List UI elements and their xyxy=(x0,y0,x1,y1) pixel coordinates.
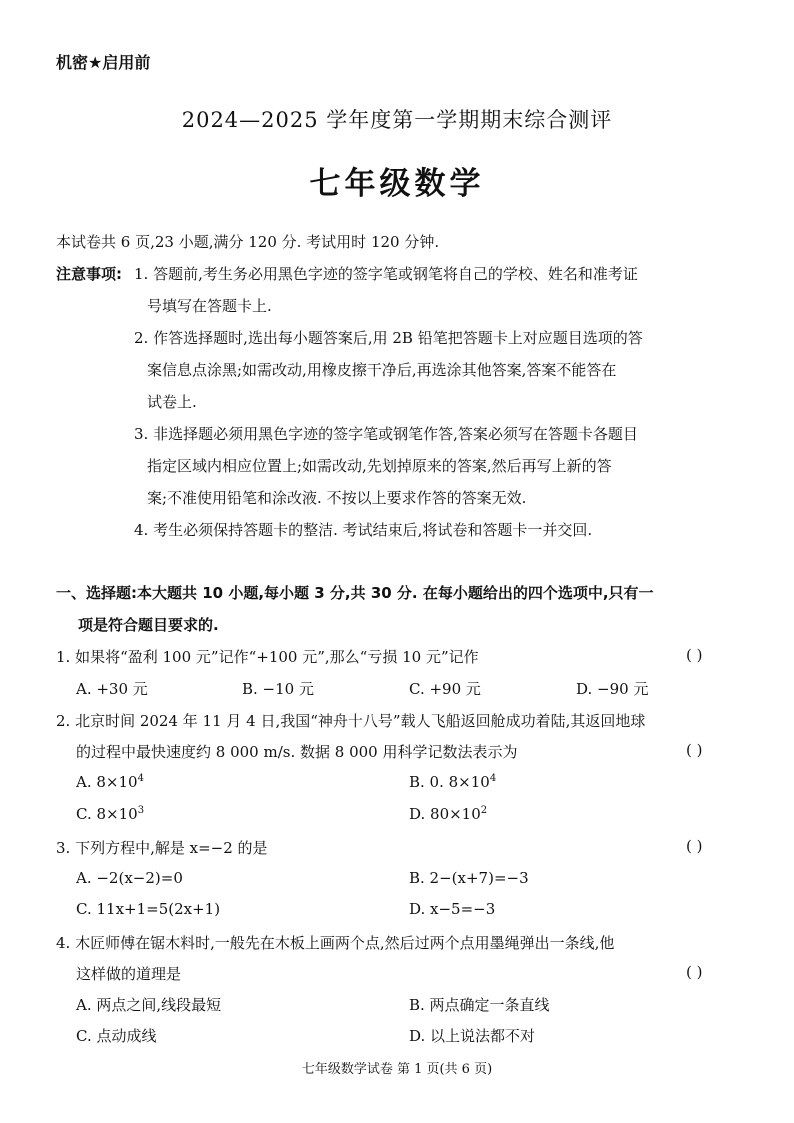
q1-option-a: A. +30 元 xyxy=(76,680,148,698)
section-1-heading: 一、选择题:本大题共 10 小题,每小题 3 分,共 30 分. 在每小题给出的四个选项中,只有一 xyxy=(56,584,654,602)
q4-stem-line-1: 4. 木匠师傅在锯木料时,一般先在木板上画两个点,然后过两个点用墨绳弹出一条线,他 xyxy=(56,934,615,952)
note-3-line-1: 3. 非选择题必须用黑色字迹的签字笔或钢笔作答,答案必须写在答题卡各题目 xyxy=(134,425,638,443)
q2-option-d-exp: 2 xyxy=(480,805,488,816)
q3-answer-paren: ( ) xyxy=(686,837,703,855)
section-1-heading-cont: 项是符合题目要求的. xyxy=(78,616,219,634)
q1-option-b: B. −10 元 xyxy=(242,680,314,698)
exam-intro: 本试卷共 6 页,23 小题,满分 120 分. 考试用时 120 分钟. xyxy=(56,233,440,251)
q3-option-a: A. −2(x−2)=0 xyxy=(76,869,183,887)
notes-label: 注意事项: xyxy=(56,265,122,283)
exam-title: 2024—2025 学年度第一学期期末综合测评 xyxy=(181,108,613,132)
q2-answer-paren: ( ) xyxy=(686,741,703,759)
note-2-line-1: 2. 作答选择题时,选出每小题答案后,用 2B 铅笔把答题卡上对应题目选项的答 xyxy=(134,329,643,347)
q4-answer-paren: ( ) xyxy=(686,963,703,981)
q2-option-c-exp: 3 xyxy=(137,805,145,816)
q2-option-a-exp: 4 xyxy=(137,773,144,784)
q1-option-d: D. −90 元 xyxy=(576,680,649,698)
note-4: 4. 考生必须保持答题卡的整洁. 考试结束后,将试卷和答题卡一并交回. xyxy=(134,521,593,539)
q2-stem-line-1: 2. 北京时间 2024 年 11 月 4 日,我国“神舟十八号”载人飞船返回舱成功着陆,其返回地球 xyxy=(56,712,646,730)
q2-option-b xyxy=(409,773,496,791)
q2-option-c-base: C. 8×10 xyxy=(76,805,138,823)
q2-stem-line-2: 的过程中最快速度约 8 000 m/s. 数据 8 000 用科学记数法表示为 xyxy=(76,743,518,761)
q4-option-d: D. 以上说法都不对 xyxy=(409,1027,536,1045)
q1-stem: 1. 如果将“盈利 100 元”记作“+100 元”,那么“亏损 10 元”记作 xyxy=(56,648,479,666)
confidential-label: 机密★启用前 xyxy=(56,53,151,72)
q2-option-c xyxy=(76,805,144,823)
q1-option-c: C. +90 元 xyxy=(409,680,481,698)
q2-option-a xyxy=(76,773,144,791)
q2-option-d xyxy=(409,805,487,823)
note-2-line-3: 试卷上. xyxy=(147,393,197,411)
note-3-line-2: 指定区域内相应位置上;如需改动,先划掉原来的答案,然后再写上新的答 xyxy=(147,457,612,475)
q1-answer-paren: ( ) xyxy=(686,646,703,664)
q4-option-a: A. 两点之间,线段最短 xyxy=(76,996,222,1014)
q3-option-b: B. 2−(x+7)=−3 xyxy=(409,869,529,887)
q2-option-a-base: A. 8×10 xyxy=(76,773,138,791)
note-1-line-2: 号填写在答题卡上. xyxy=(147,297,272,315)
page-footer: 七年级数学试卷 第 1 页(共 6 页) xyxy=(301,1062,493,1077)
q4-option-b: B. 两点确定一条直线 xyxy=(409,996,550,1014)
q4-option-c: C. 点动成线 xyxy=(76,1027,157,1045)
note-2-line-2: 案信息点涂黑;如需改动,用橡皮擦干净后,再选涂其他答案,答案不能答在 xyxy=(147,361,617,379)
subject-title: 七年级数学 xyxy=(309,166,485,202)
note-3-line-3: 案;不准使用铅笔和涂改液. 不按以上要求作答的答案无效. xyxy=(147,489,527,507)
q4-stem-line-2: 这样做的道理是 xyxy=(76,965,182,983)
q3-stem: 3. 下列方程中,解是 x=−2 的是 xyxy=(56,839,268,857)
note-1-line-1: 1. 答题前,考生务必用黑色字迹的签字笔或钢笔将自己的学校、姓名和准考证 xyxy=(134,265,638,283)
q2-option-b-base: B. 0. 8×10 xyxy=(409,773,490,791)
q2-option-b-exp: 4 xyxy=(489,773,497,784)
q3-option-d: D. x−5=−3 xyxy=(409,900,496,918)
q3-option-c: C. 11x+1=5(2x+1) xyxy=(76,900,221,918)
q2-option-d-base: D. 80×10 xyxy=(409,805,481,823)
